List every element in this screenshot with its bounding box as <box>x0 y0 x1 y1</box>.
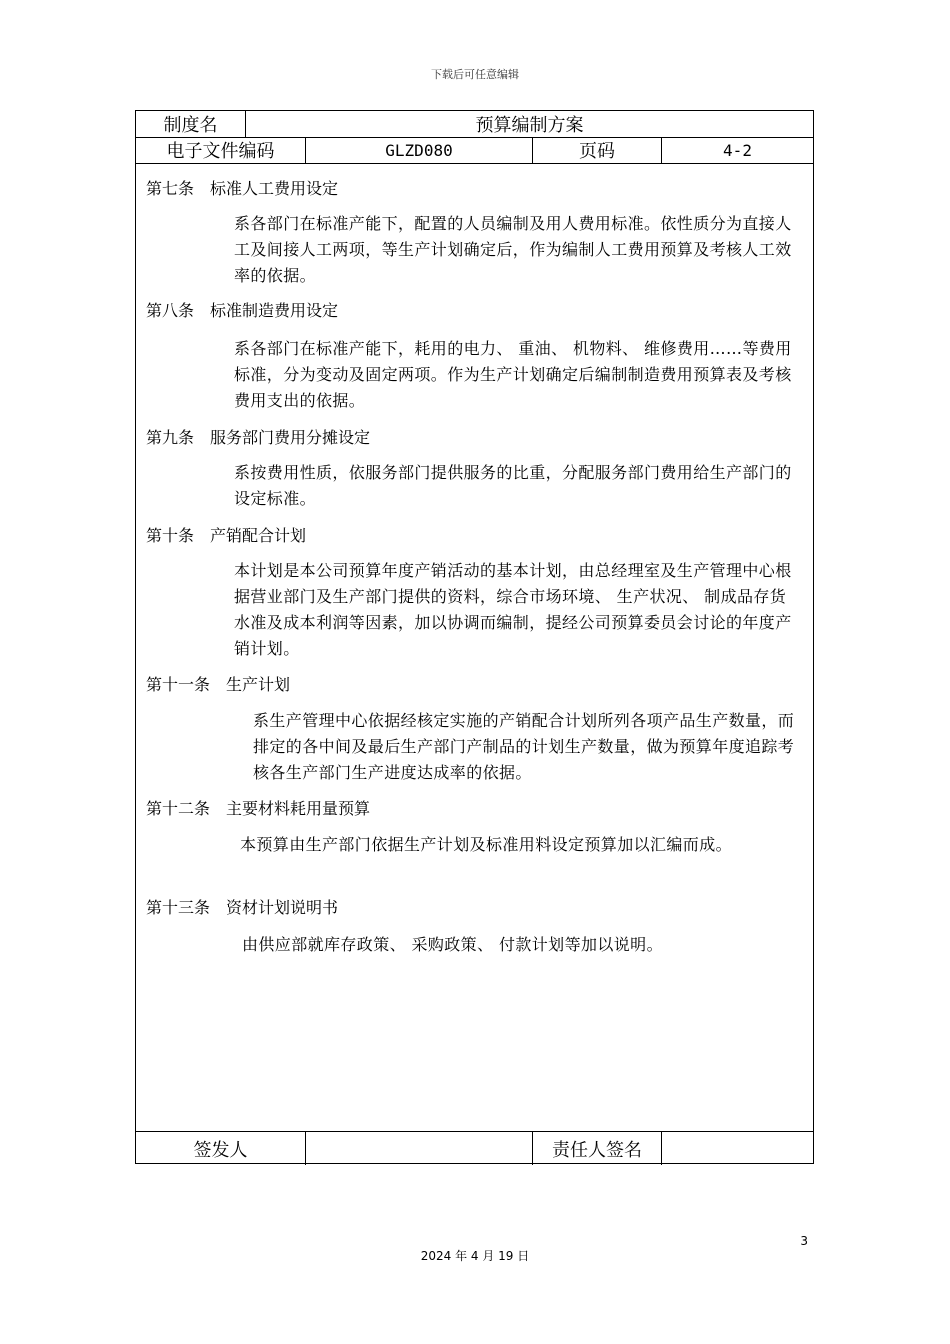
article-title: 第十一条 生产计划 <box>146 675 291 694</box>
page-number: 3 <box>800 1234 808 1248</box>
article-text: 系按费用性质，依服务部门提供服务的比重，分配服务部门费用给生产部门的设定标准。 <box>234 463 792 508</box>
article-title: 第十三条 资材计划说明书 <box>146 898 339 917</box>
page-code-value: 4-2 <box>661 137 813 163</box>
article-text: 系各部门在标准产能下，配置的人员编制及用人费用标准。依性质分为直接人工及间接人工两项，等生产计划确定后，作为编制人工费用预算及考核人工效率的依据。 <box>234 214 792 285</box>
issuer-label: 签发人 <box>193 1139 248 1161</box>
file-code-value: GLZD080 <box>305 137 532 163</box>
regulation-body <box>136 164 813 1130</box>
article-text: 本预算由生产部门依据生产计划及标准用料设定预算加以汇编而成。 <box>240 835 733 854</box>
code-row <box>136 137 813 164</box>
title-row <box>136 111 813 138</box>
header-note: 下载后可任意编辑 <box>431 68 519 81</box>
article-title: 第七条 标准人工费用设定 <box>146 179 339 198</box>
regulation-form <box>135 110 814 1164</box>
article-title: 第十二条 主要材料耗用量预算 <box>146 799 371 818</box>
article-text: 系生产管理中心依据经核定实施的产销配合计划所列各项产品生产数量，而排定的各中间及最后生产部门产制品的计划生产数量，做为预算年度追踪考核各生产部门生产进度达成率的依据。 <box>253 711 795 782</box>
article-title: 第八条 标准制造费用设定 <box>146 301 339 320</box>
responsible-signature-field[interactable] <box>661 1132 813 1165</box>
article-text: 系各部门在标准产能下，耗用的电力、 重油、 机物料、 维修费用……等费用标准，分为变动及固定两项。作为生产计划确定后编制制造费用预算表及考核费用支出的依据。 <box>234 339 792 410</box>
regulation-name-label: 制度名 <box>163 115 218 136</box>
article-text: 本计划是本公司预算年度产销活动的基本计划，由总经理室及生产管理中心根据营业部门及生产部门提供的资料，综合市场环境、 生产状况、 制成品存货水准及成本利润等因素，加以协调而编制，提经公司预算委员会讨论的年度产销计划。 <box>234 561 792 658</box>
page-code-label: 页码 <box>532 137 661 163</box>
signature-row <box>136 1131 813 1165</box>
issuer-field[interactable] <box>305 1132 532 1165</box>
footer-date: 2024 年 4 月 19 日 <box>420 1249 530 1263</box>
file-code-label: 电子文件编码 <box>166 141 275 162</box>
article-title: 第十条 产销配合计划 <box>146 526 307 545</box>
regulation-title: 预算编制方案 <box>245 111 813 137</box>
responsible-signature-label: 责任人签名 <box>532 1132 661 1165</box>
article-text: 由供应部就库存政策、 采购政策、 付款计划等加以说明。 <box>242 935 663 954</box>
article-title: 第九条 服务部门费用分摊设定 <box>146 428 371 447</box>
